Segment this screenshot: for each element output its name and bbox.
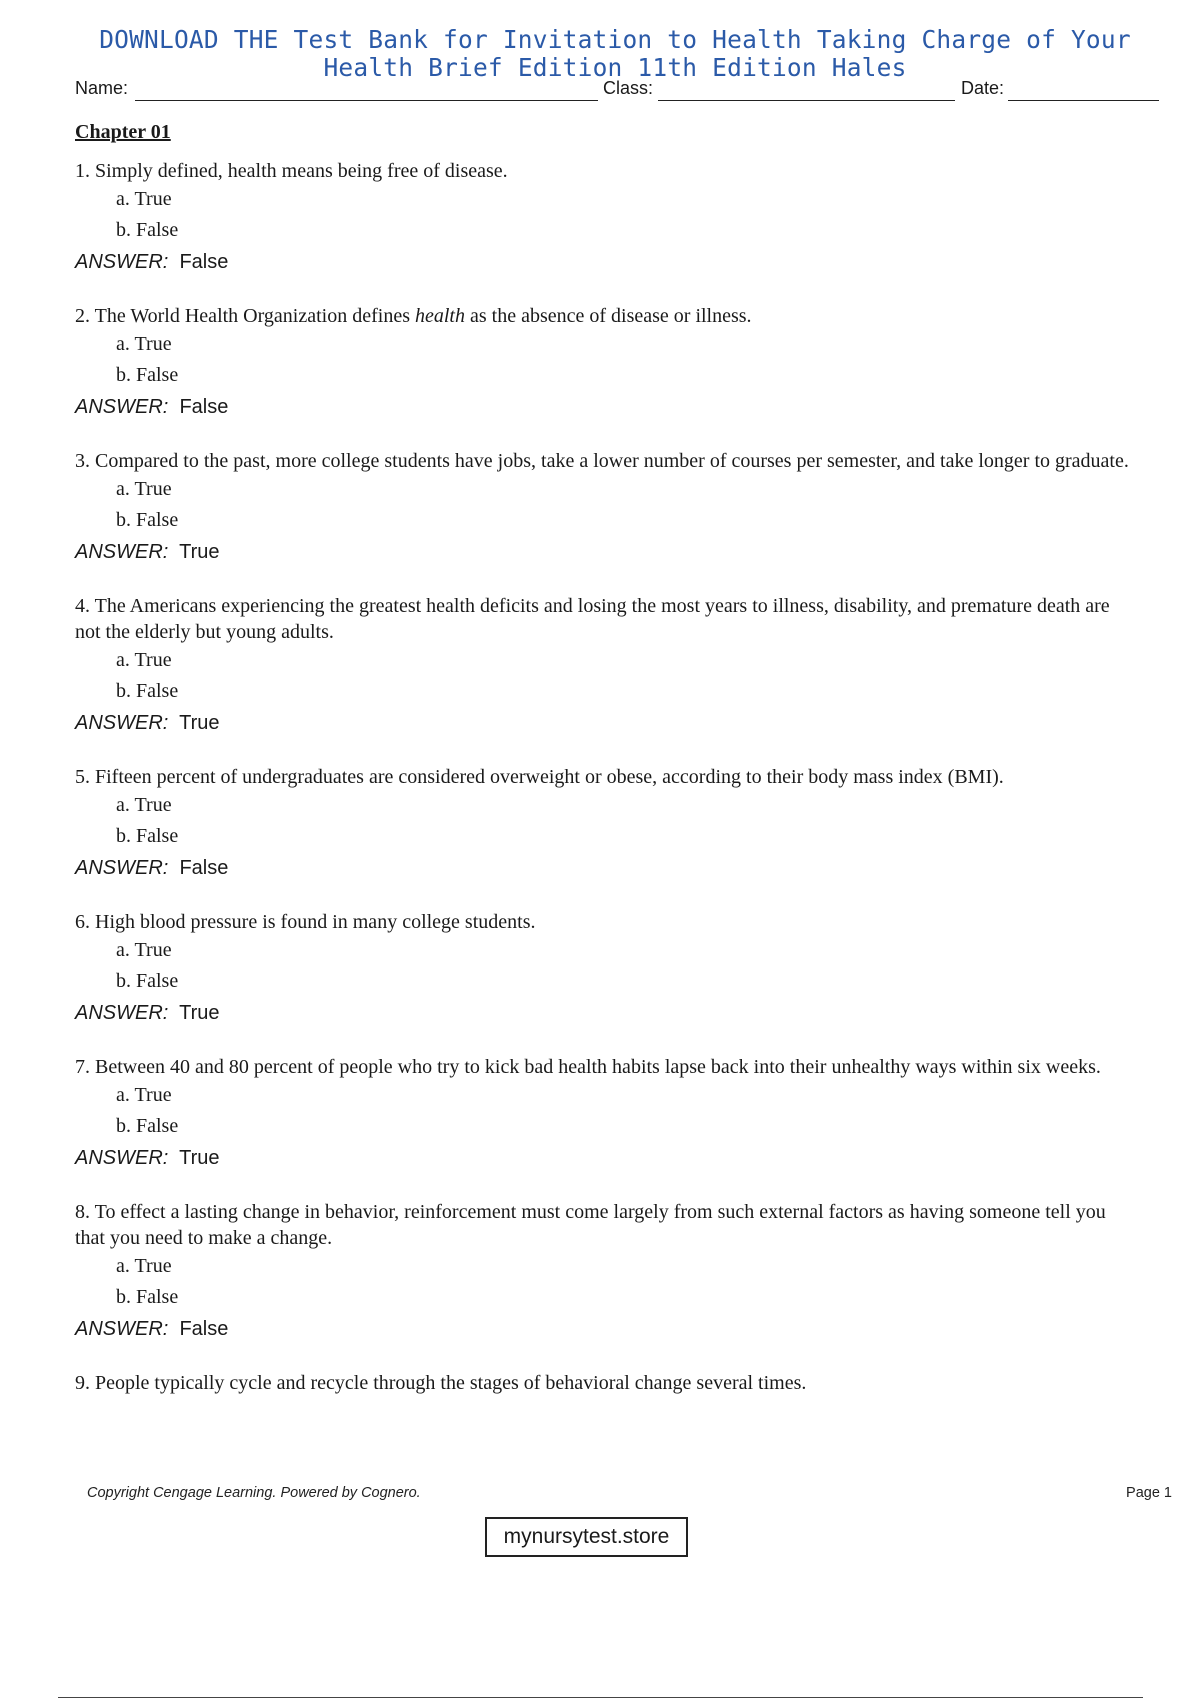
answer-line: ANSWER: True <box>75 712 220 734</box>
option-a: a. True <box>116 794 172 816</box>
option-a: a. True <box>116 1084 172 1106</box>
question-text: 9. People typically cycle and recycle through the stages of behavioral change several times. <box>75 1372 807 1394</box>
question-3 <box>75 448 1160 568</box>
answer-line: ANSWER: True <box>75 541 220 563</box>
question-text: 2. The World Health Organization defines health as the absence of disease or illness. <box>75 305 752 327</box>
question-4 <box>75 593 1160 739</box>
answer-value: True <box>179 541 220 563</box>
option-b: b. False <box>116 1115 179 1137</box>
answer-value: False <box>179 396 229 418</box>
question-text: 4. The Americans experiencing the greatest health deficits and losing the most years to illness, disability, and premature death are not the elderly but young adults. <box>75 595 1110 643</box>
option-a: a. True <box>116 649 172 671</box>
name-label: Name: <box>75 78 129 98</box>
option-a: a. True <box>116 333 172 355</box>
answer-value: True <box>179 712 220 734</box>
question-text: 5. Fifteen percent of undergraduates are considered overweight or obese, according to their body mass index (BMI). <box>75 766 1004 788</box>
date-field-line <box>1008 100 1159 101</box>
question-text: 8. To effect a lasting change in behavior, reinforcement must come largely from such external factors as having someone tell you that you need to make a change. <box>75 1201 1106 1249</box>
question-text: 6. High blood pressure is found in many college students. <box>75 911 536 933</box>
option-a: a. True <box>116 478 172 500</box>
chapter-heading: Chapter 01 <box>75 121 171 143</box>
store-watermark-box: mynursytest.store <box>485 1517 688 1557</box>
question-1 <box>75 158 1160 278</box>
question-text: 7. Between 40 and 80 percent of people who try to kick bad health habits lapse back into their unhealthy ways within six weeks. <box>75 1056 1101 1078</box>
answer-value: True <box>179 1147 220 1169</box>
answer-line: ANSWER: True <box>75 1147 220 1169</box>
option-b: b. False <box>116 825 179 847</box>
option-b: b. False <box>116 219 179 241</box>
option-b: b. False <box>116 364 179 386</box>
emphasized-term: health <box>414 305 465 327</box>
question-2 <box>75 303 1160 423</box>
question-5 <box>75 764 1160 884</box>
question-text: 3. Compared to the past, more college students have jobs, take a lower number of courses per semester, and take longer to graduate. <box>75 450 1129 472</box>
question-7 <box>75 1054 1160 1174</box>
banner-line-2: Health Brief Edition 11th Edition Hales <box>323 53 907 82</box>
answer-line: ANSWER: False <box>75 1318 229 1340</box>
bottom-divider <box>58 1697 1143 1698</box>
option-a: a. True <box>116 939 172 961</box>
answer-line: ANSWER: False <box>75 857 229 879</box>
page-number: Page 1 <box>1126 1485 1172 1501</box>
answer-value: True <box>179 1002 220 1024</box>
class-field-line <box>658 100 955 101</box>
question-8 <box>75 1199 1160 1345</box>
copyright-notice: Copyright Cengage Learning. Powered by Cognero. <box>87 1485 421 1501</box>
answer-line: ANSWER: False <box>75 251 229 273</box>
question-9 <box>75 1370 1160 1396</box>
answer-value: False <box>179 251 229 273</box>
answer-line: ANSWER: True <box>75 1002 220 1024</box>
option-b: b. False <box>116 680 179 702</box>
option-b: b. False <box>116 1286 179 1308</box>
banner-line-1: DOWNLOAD THE Test Bank for Invitation to Health Taking Charge of Your <box>99 25 1131 54</box>
student-info-header <box>75 74 1160 104</box>
question-text: 1. Simply defined, health means being free of disease. <box>75 160 508 182</box>
date-label: Date: <box>961 78 1005 98</box>
answer-line: ANSWER: False <box>75 396 229 418</box>
option-b: b. False <box>116 970 179 992</box>
question-6 <box>75 909 1160 1029</box>
question-document <box>75 118 1160 1421</box>
class-label: Class: <box>603 78 654 98</box>
answer-value: False <box>179 857 229 879</box>
option-a: a. True <box>116 188 172 210</box>
option-a: a. True <box>116 1255 172 1277</box>
option-b: b. False <box>116 509 179 531</box>
name-field-line <box>135 100 598 101</box>
answer-value: False <box>179 1318 229 1340</box>
